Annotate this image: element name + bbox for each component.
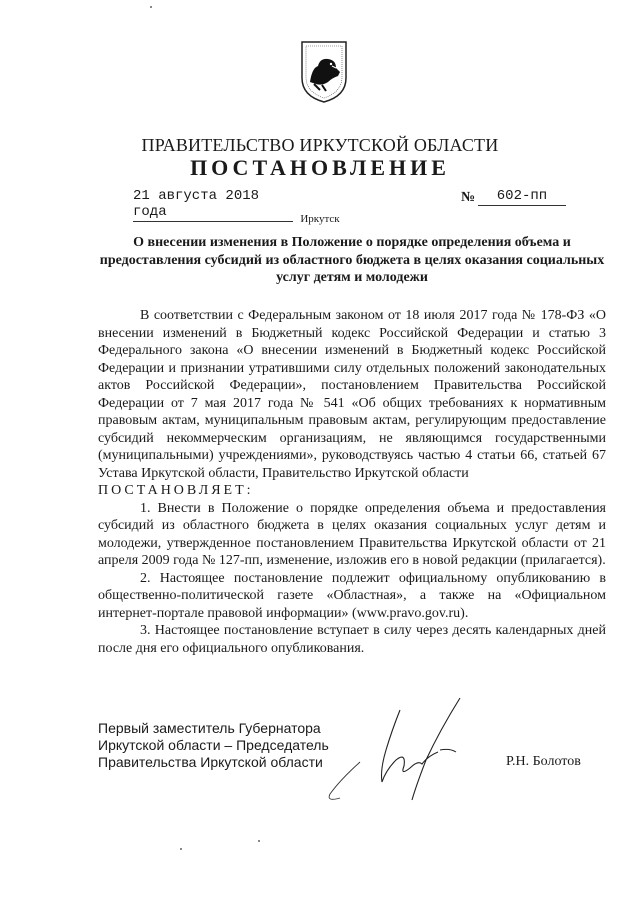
document-title: О внесении изменения в Положение о порядке определения объема и предоставления субсидий из областного бюджета в целях оказания социальных услуг детям и молодежи bbox=[99, 235, 605, 285]
scan-speck bbox=[150, 6, 152, 8]
irkutsk-coat-of-arms-icon bbox=[298, 38, 350, 104]
signer-position-line: Иркутской области – Председатель bbox=[98, 737, 329, 753]
document-type: ПОСТАНОВЛЕНИЕ bbox=[190, 155, 450, 180]
document-date: 21 августа 2018 года bbox=[133, 188, 293, 222]
handwritten-signature-icon bbox=[300, 690, 480, 820]
scan-speck bbox=[180, 848, 182, 850]
signer-position-line: Правительства Иркутской области bbox=[98, 754, 323, 770]
signer-position-line: Первый заместитель Губернатора bbox=[98, 720, 321, 736]
scan-speck bbox=[258, 840, 260, 842]
item-3-paragraph: 3. Настоящее постановление вступает в силу через десять календарных дней после дня его официального опубликования. bbox=[98, 623, 606, 656]
signer-name: Р.Н. Болотов bbox=[506, 754, 581, 769]
preamble-paragraph: В соответствии с Федеральным законом от 18 июля 2017 года № 178-ФЗ «О внесении изменений в Бюджетный кодекс Российской Федерации и статью 3 Федерального закона «О внесении изменений в Бюджетный кодекс Российской Федерации и признании утратившими силу отдельных положений законодательных актов Российской Федерации», постановлением Правительства Российской Федерации от 7 мая 2017 года № 541 «Об общих требованиях к нормативным правовым актам, муниципальным правовым актам, регулирующим предоставление субсидий некоммерческим организациям, не являющимся государственными (муниципальными) учреждениями», руководствуясь частью 4 статьи 66, статьей 67 Устава Иркутской области, Правительство Иркутской области bbox=[98, 308, 606, 481]
item-1-paragraph: 1. Внести в Положение о порядке определения объема и предоставления субсидий из областного бюджета в целях оказания социальных услуг детям и молодежи, утвержденное постановлением Правительства Иркутской области от 21 апреля 2009 года № 127-пп, изменение, изложив его в новой редакции (прилагается). bbox=[98, 500, 606, 568]
document-number: 602-пп bbox=[478, 188, 566, 206]
government-name: ПРАВИТЕЛЬСТВО ИРКУТСКОЙ ОБЛАСТИ bbox=[141, 135, 499, 155]
document-city: Иркутск bbox=[300, 213, 340, 225]
document-body bbox=[98, 307, 606, 657]
item-2-paragraph: 2. Настоящее постановление подлежит официальному опубликованию в общественно-политической газете «Областная», а также на «Официальном интернет-портале правовой информации» (www.pravo.gov.ru). bbox=[98, 570, 606, 621]
number-label: № bbox=[461, 190, 476, 205]
resolves-heading: ПОСТАНОВЛЯЕТ: bbox=[98, 483, 254, 498]
